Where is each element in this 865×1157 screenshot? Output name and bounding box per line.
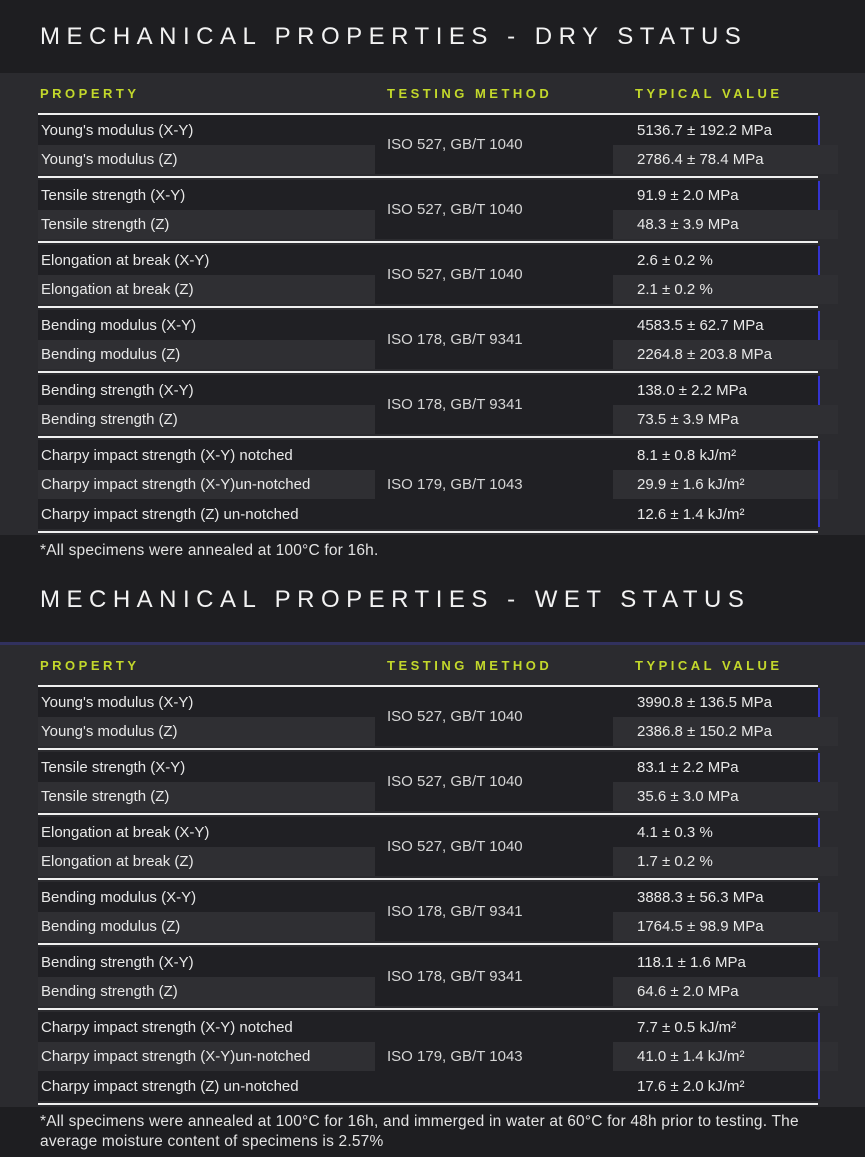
typical-value: 3990.8 ± 136.5 MPa [637, 693, 772, 711]
dry-section-title: MECHANICAL PROPERTIES - DRY STATUS [40, 22, 748, 50]
typical-value: 1.7 ± 0.2 % [637, 853, 713, 870]
property-label: Bending modulus (Z) [41, 918, 181, 935]
row-separator [38, 943, 818, 945]
wet-section-title: MECHANICAL PROPERTIES - WET STATUS [40, 586, 751, 613]
table-row-group [38, 752, 838, 815]
column-header-method: TESTING METHOD [387, 85, 553, 101]
property-label: Charpy impact strength (X-Y) notched [41, 446, 293, 464]
testing-method: ISO 527, GB/T 1040 [375, 245, 613, 304]
property-label: Bending modulus (X-Y) [41, 888, 197, 906]
property-label: Charpy impact strength (X-Y)un-notched [41, 476, 311, 493]
row-accent-line [818, 116, 820, 145]
row-accent-line [818, 818, 820, 847]
property-label: Charpy impact strength (Z) un-notched [41, 505, 299, 523]
row-accent-line [818, 948, 820, 977]
table-row-group [38, 245, 838, 308]
typical-value: 8.1 ± 0.8 kJ/m² [637, 446, 737, 464]
property-label: Elongation at break (X-Y) [41, 251, 210, 269]
wet-footnote: *All specimens were annealed at 100°C for 16h, and immerged in water at 60°C for 48h prior to testing. The average moisture content of specimens is 2.57% [40, 1113, 799, 1150]
row-separator [38, 306, 818, 308]
wet-column-headers [0, 645, 865, 685]
typical-value: 29.9 ± 1.6 kJ/m² [637, 476, 745, 493]
dry-title-band [0, 0, 865, 73]
typical-value: 48.3 ± 3.9 MPa [637, 216, 739, 233]
property-label: Charpy impact strength (Z) un-notched [41, 1077, 299, 1095]
mid-band [0, 535, 865, 642]
property-label: Tensile strength (X-Y) [41, 186, 186, 204]
dry-column-headers [0, 73, 865, 113]
testing-method: ISO 178, GB/T 9341 [375, 882, 613, 941]
testing-method: ISO 527, GB/T 1040 [375, 817, 613, 876]
typical-value: 83.1 ± 2.2 MPa [637, 758, 739, 776]
row-separator [38, 748, 818, 750]
typical-value: 41.0 ± 1.4 kJ/m² [637, 1048, 745, 1065]
row-accent-line [818, 181, 820, 210]
table-row-group [38, 687, 838, 750]
typical-value: 4.1 ± 0.3 % [637, 823, 713, 841]
row-separator [38, 878, 818, 880]
row-accent-line [818, 311, 820, 340]
typical-value: 3888.3 ± 56.3 MPa [637, 888, 764, 906]
row-separator [38, 436, 818, 438]
row-accent-line [818, 1013, 820, 1099]
row-separator [38, 176, 818, 178]
typical-value: 12.6 ± 1.4 kJ/m² [637, 505, 745, 523]
table-row-group [38, 310, 838, 373]
row-separator [38, 371, 818, 373]
table-row-group [38, 1012, 838, 1105]
dry-table [0, 73, 865, 533]
property-label: Charpy impact strength (X-Y)un-notched [41, 1048, 311, 1065]
typical-value: 118.1 ± 1.6 MPa [637, 953, 746, 971]
typical-value: 2.1 ± 0.2 % [637, 281, 713, 298]
column-header-value: TYPICAL VALUE [635, 85, 783, 101]
typical-value: 64.6 ± 2.0 MPa [637, 983, 739, 1000]
column-header-property: PROPERTY [40, 657, 140, 673]
row-accent-line [818, 246, 820, 275]
typical-value: 4583.5 ± 62.7 MPa [637, 316, 764, 334]
column-header-value: TYPICAL VALUE [635, 657, 783, 673]
bottom-band [0, 1107, 865, 1157]
typical-value: 2786.4 ± 78.4 MPa [637, 151, 764, 168]
table-row-group [38, 375, 838, 438]
property-label: Elongation at break (Z) [41, 853, 194, 870]
row-separator [38, 1008, 818, 1010]
property-label: Elongation at break (Z) [41, 281, 194, 298]
table-row-group [38, 947, 838, 1010]
column-header-method: TESTING METHOD [387, 657, 553, 673]
table-row-group [38, 440, 838, 533]
property-label: Bending strength (Z) [41, 983, 178, 1000]
typical-value: 91.9 ± 2.0 MPa [637, 186, 739, 204]
property-label: Bending strength (X-Y) [41, 953, 194, 971]
typical-value: 138.0 ± 2.2 MPa [637, 381, 747, 399]
property-label: Bending strength (Z) [41, 411, 178, 428]
property-label: Charpy impact strength (X-Y) notched [41, 1018, 293, 1036]
row-accent-line [818, 441, 820, 527]
row-separator [38, 813, 818, 815]
testing-method: ISO 178, GB/T 9341 [375, 947, 613, 1006]
property-label: Tensile strength (Z) [41, 788, 170, 805]
property-label: Tensile strength (Z) [41, 216, 170, 233]
typical-value: 7.7 ± 0.5 kJ/m² [637, 1018, 737, 1036]
row-separator [38, 1103, 818, 1105]
dry-footnote: *All specimens were annealed at 100°C for 16h. [40, 542, 379, 559]
typical-value: 1764.5 ± 98.9 MPa [637, 918, 764, 935]
typical-value: 35.6 ± 3.0 MPa [637, 788, 739, 805]
column-header-property: PROPERTY [40, 85, 140, 101]
typical-value: 2386.8 ± 150.2 MPa [637, 723, 772, 740]
property-label: Bending modulus (X-Y) [41, 316, 197, 334]
row-accent-line [818, 688, 820, 717]
property-label: Bending modulus (Z) [41, 346, 181, 363]
testing-method: ISO 178, GB/T 9341 [375, 375, 613, 434]
property-label: Bending strength (X-Y) [41, 381, 194, 399]
table-row-group [38, 180, 838, 243]
table-row-group [38, 817, 838, 880]
property-label: Young's modulus (Z) [41, 723, 178, 740]
row-accent-line [818, 753, 820, 782]
table-row-group [38, 882, 838, 945]
property-label: Young's modulus (Z) [41, 151, 178, 168]
row-separator [38, 531, 818, 533]
typical-value: 17.6 ± 2.0 kJ/m² [637, 1077, 745, 1095]
testing-method: ISO 527, GB/T 1040 [375, 687, 613, 746]
property-label: Young's modulus (X-Y) [41, 693, 194, 711]
property-label: Young's modulus (X-Y) [41, 121, 194, 139]
testing-method: ISO 179, GB/T 1043 [375, 1012, 613, 1100]
testing-method: ISO 527, GB/T 1040 [375, 752, 613, 811]
testing-method: ISO 527, GB/T 1040 [375, 115, 613, 174]
property-label: Elongation at break (X-Y) [41, 823, 210, 841]
testing-method: ISO 178, GB/T 9341 [375, 310, 613, 369]
table-row-group [38, 115, 838, 178]
testing-method: ISO 179, GB/T 1043 [375, 440, 613, 528]
typical-value: 5136.7 ± 192.2 MPa [637, 121, 772, 139]
property-label: Tensile strength (X-Y) [41, 758, 186, 776]
typical-value: 73.5 ± 3.9 MPa [637, 411, 739, 428]
typical-value: 2.6 ± 0.2 % [637, 251, 713, 269]
row-accent-line [818, 376, 820, 405]
wet-table [0, 645, 865, 1105]
typical-value: 2264.8 ± 203.8 MPa [637, 346, 772, 363]
testing-method: ISO 527, GB/T 1040 [375, 180, 613, 239]
row-accent-line [818, 883, 820, 912]
row-separator [38, 241, 818, 243]
